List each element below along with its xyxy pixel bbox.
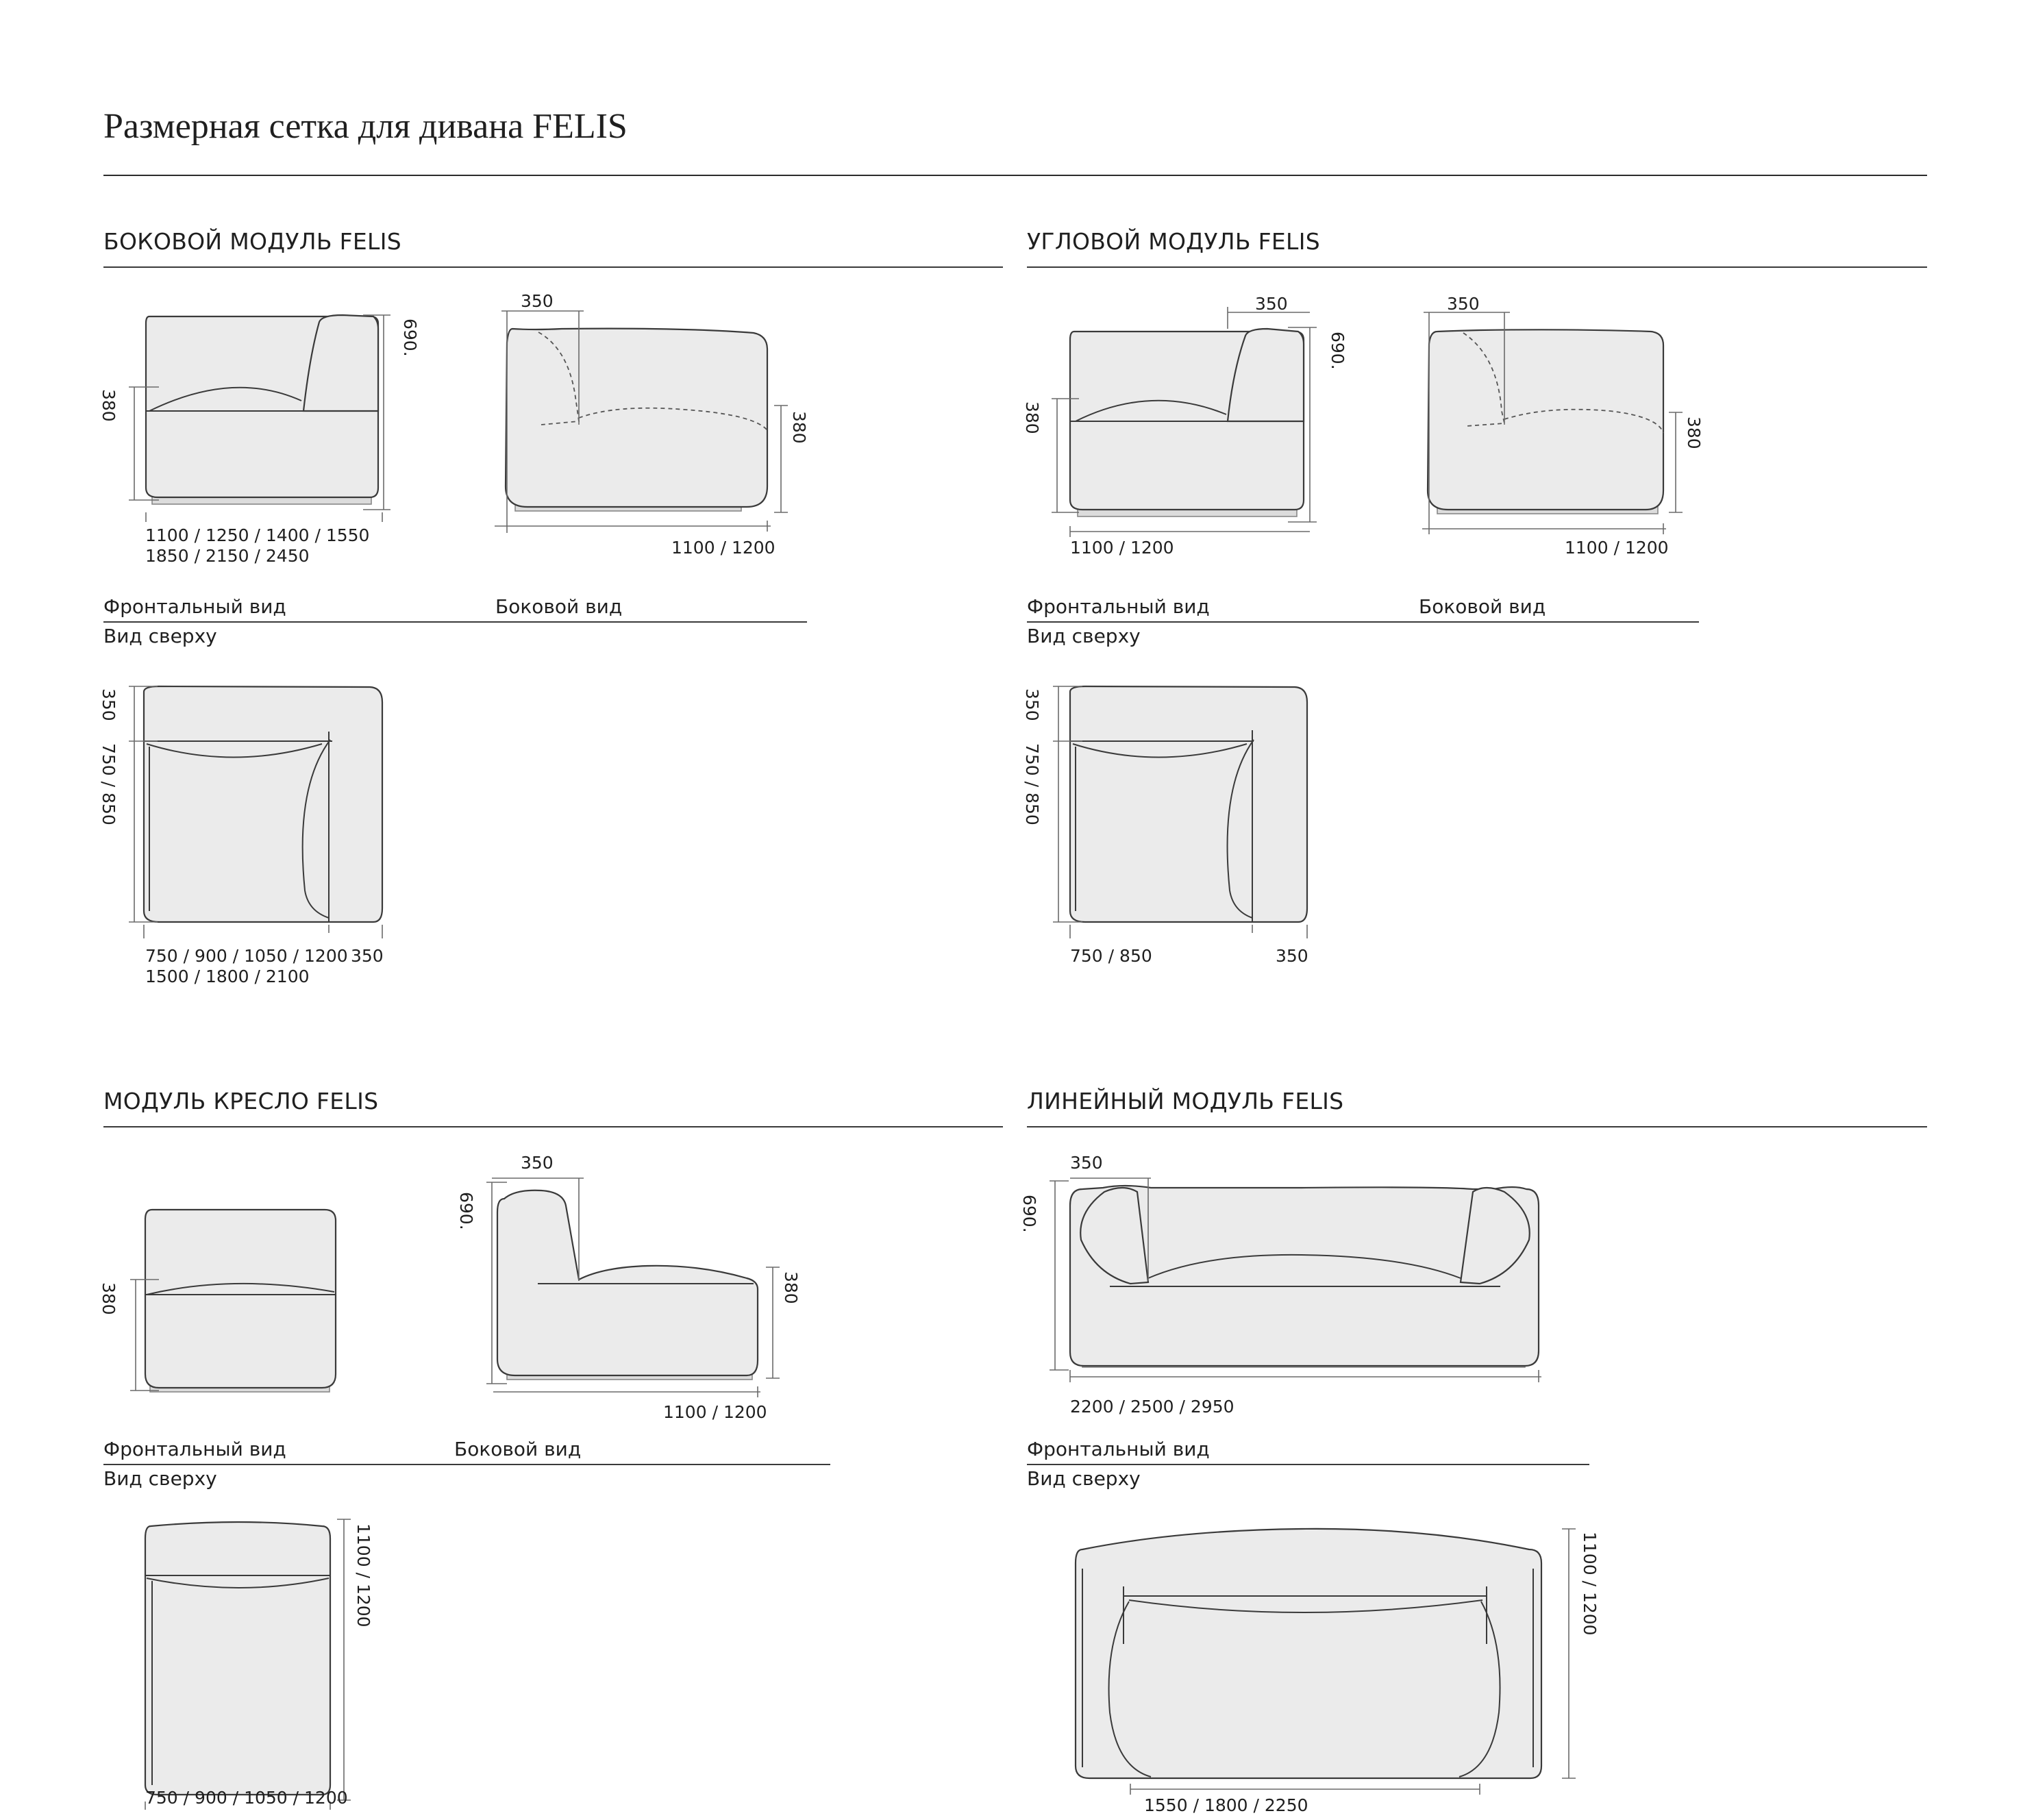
- armchair-module-side-drawing: [456, 1153, 801, 1422]
- side-top-width-dim-2: 1500 / 1800 / 2100: [145, 967, 310, 986]
- corner-top-arm-depth-dim: 350: [1022, 688, 1042, 721]
- armchair-top-width-dim: 750 / 900 / 1050 / 1200: [145, 1788, 348, 1808]
- linear-top-seat-width-dim: 1550 / 1800 / 2250: [1144, 1795, 1308, 1815]
- side-top-seat-depth-dim: 750 / 850: [99, 743, 119, 825]
- section-title-armchair-module: МОДУЛЬ КРЕСЛО FELIS: [103, 1088, 379, 1114]
- armchair-module-side-view-label: Боковой вид: [454, 1438, 582, 1460]
- linear-front-total-height-dim: 690.: [1019, 1195, 1039, 1233]
- corner-front-width-dim: 1100 / 1200: [1070, 538, 1174, 558]
- corner-side-depth-dim: 1100 / 1200: [1565, 538, 1669, 558]
- corner-module-top-view-label: Вид сверху: [1027, 625, 1141, 647]
- side-top-arm-depth-dim: 350: [99, 688, 119, 721]
- linear-module-front-view-label: Фронтальный вид: [1027, 1438, 1210, 1460]
- corner-module-top-drawing: [1022, 686, 1308, 966]
- linear-module-top-drawing: [1076, 1529, 1600, 1815]
- side-front-height-dim: 380: [99, 389, 119, 422]
- armchair-module-front-drawing: [99, 1210, 336, 1392]
- section-title-side-module: БОКОВОЙ МОДУЛЬ FELIS: [103, 228, 401, 255]
- side-front-width-dim-1: 1100 / 1250 / 1400 / 1550: [145, 525, 370, 545]
- side-side-depth-dim: 1100 / 1200: [671, 538, 775, 558]
- page-title: Размерная сетка для дивана FELIS: [103, 107, 628, 146]
- side-top-arm-width-dim: 350: [351, 946, 384, 966]
- armchair-top-depth-dim: 1100 / 1200: [353, 1523, 373, 1628]
- armchair-module-top-drawing: [145, 1519, 373, 1810]
- corner-module-front-view-label: Фронтальный вид: [1027, 595, 1210, 618]
- linear-front-arm-dim: 350: [1070, 1153, 1103, 1173]
- linear-module-front-drawing: [1019, 1153, 1541, 1417]
- corner-top-arm-width-dim: 350: [1276, 946, 1308, 966]
- side-front-total-height-dim: 690.: [400, 319, 420, 357]
- side-front-width-dim-2: 1850 / 2150 / 2450: [145, 546, 310, 566]
- corner-front-total-height-dim: 690.: [1328, 332, 1348, 370]
- side-side-seat-dim: 380: [789, 411, 809, 444]
- armchair-side-arm-dim: 350: [521, 1153, 554, 1173]
- side-top-width-dim-1: 750 / 900 / 1050 / 1200: [145, 946, 348, 966]
- corner-top-seat-depth-dim: 750 / 850: [1022, 743, 1042, 825]
- corner-top-width-dim: 750 / 850: [1070, 946, 1152, 966]
- linear-front-width-dim: 2200 / 2500 / 2950: [1070, 1397, 1234, 1417]
- armchair-side-total-height-dim: 690.: [456, 1192, 476, 1230]
- side-module-front-view-label: Фронтальный вид: [103, 595, 286, 618]
- section-title-corner-module: УГЛОВОЙ МОДУЛЬ FELIS: [1027, 228, 1320, 255]
- linear-top-depth-dim: 1100 / 1200: [1580, 1532, 1600, 1636]
- armchair-side-depth-dim: 1100 / 1200: [663, 1402, 767, 1422]
- corner-front-arm-dim: 350: [1255, 294, 1288, 314]
- corner-front-height-dim: 380: [1022, 401, 1042, 434]
- corner-module-front-drawing: [1022, 294, 1348, 558]
- armchair-front-height-dim: 380: [99, 1282, 119, 1315]
- side-module-side-view-label: Боковой вид: [495, 595, 623, 618]
- corner-side-arm-dim: 350: [1447, 294, 1480, 314]
- armchair-side-seat-dim: 380: [781, 1271, 801, 1304]
- section-title-linear-module: ЛИНЕЙНЫЙ МОДУЛЬ FELIS: [1027, 1088, 1344, 1114]
- linear-module-top-view-label: Вид сверху: [1027, 1467, 1141, 1490]
- side-module-top-drawing: [99, 686, 384, 986]
- armchair-module-top-view-label: Вид сверху: [103, 1467, 217, 1490]
- side-module-side-drawing: [495, 291, 809, 558]
- side-side-arm-dim: 350: [521, 291, 554, 311]
- side-module-front-drawing: [99, 315, 420, 566]
- armchair-module-front-view-label: Фронтальный вид: [103, 1438, 286, 1460]
- corner-side-seat-dim: 380: [1684, 416, 1704, 449]
- corner-module-side-view-label: Боковой вид: [1419, 595, 1546, 618]
- side-module-top-view-label: Вид сверху: [103, 625, 217, 647]
- corner-module-side-drawing: [1422, 294, 1704, 558]
